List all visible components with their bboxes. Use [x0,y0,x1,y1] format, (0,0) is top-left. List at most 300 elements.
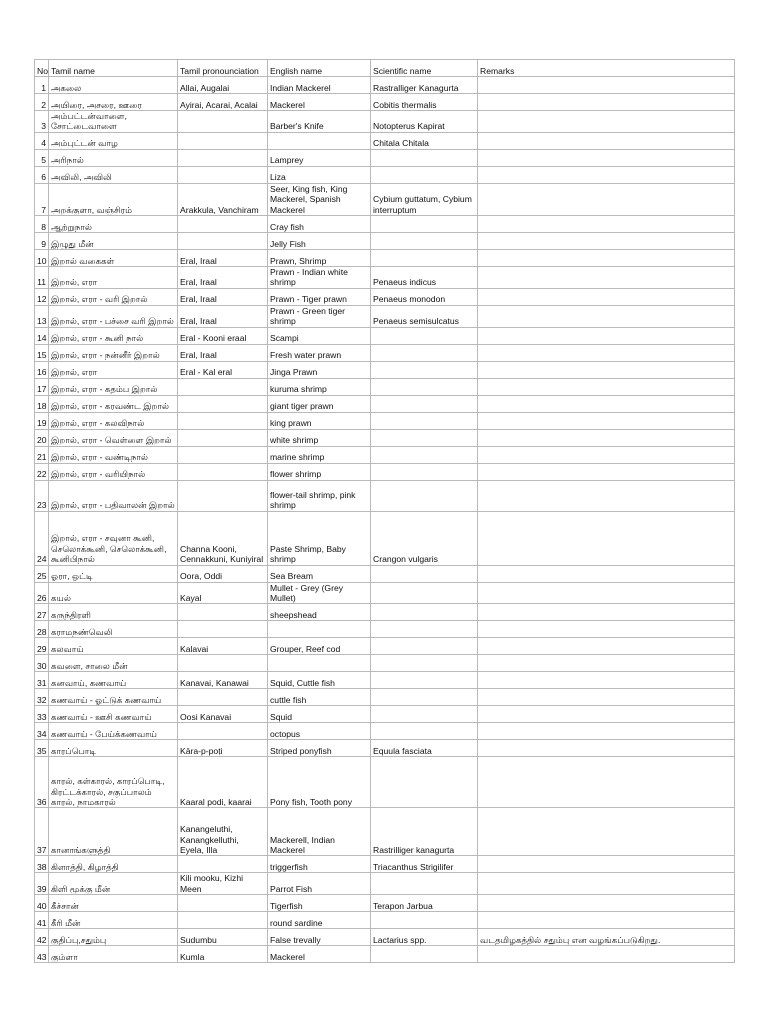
cell-no: 12 [35,288,49,305]
cell-scientific-name [371,638,478,655]
cell-english-name: Mackerel [268,94,371,111]
cell-scientific-name [371,327,478,344]
cell-tamil-name: இறால், எரா - சவுனா கூனி, செலொக்கூனி, செலொக்கூனி, கூனிபிநால் [49,511,178,565]
table-row [35,873,735,895]
cell-scientific-name [371,946,478,963]
cell-english-name: Mackerel [268,946,371,963]
cell-tamil-pronounciation [178,111,268,133]
cell-no: 22 [35,463,49,480]
cell-english-name: Lamprey [268,149,371,166]
cell-remarks [478,873,735,895]
table-row [35,267,735,289]
cell-scientific-name: Notopterus Kapirat [371,111,478,133]
cell-english-name [268,655,371,672]
cell-english-name: Pony fish, Tooth pony [268,757,371,808]
cell-tamil-pronounciation: Arakkula, Vanchiram [178,183,268,215]
cell-remarks [478,149,735,166]
cell-tamil-name: ஓரா, ஒட்டி [49,565,178,582]
cell-remarks [478,111,735,133]
table-row [35,77,735,94]
cell-remarks [478,604,735,621]
cell-english-name: Prawn, Shrimp [268,250,371,267]
cell-scientific-name: Cobitis thermalis [371,94,478,111]
cell-remarks [478,672,735,689]
cell-tamil-pronounciation [178,166,268,183]
cell-tamil-pronounciation: Kaaral podi, kaarai [178,757,268,808]
cell-tamil-name: இறால், எரா [49,361,178,378]
cell-remarks [478,233,735,250]
cell-scientific-name [371,480,478,511]
cell-tamil-name: குதிப்பு,சதும்பு [49,929,178,946]
cell-no: 36 [35,757,49,808]
cell-english-name: Seer, King fish, King Mackerel, Spanish Mackerel [268,183,371,215]
cell-scientific-name [371,757,478,808]
fish-names-table [34,59,735,963]
cell-remarks: வடதமிழகத்தில் சதும்பு என வழங்கப்படுகிறது. [478,929,735,946]
cell-english-name: flower-tail shrimp, pink shrimp [268,480,371,511]
cell-english-name: Squid, Cuttle fish [268,672,371,689]
table-row [35,378,735,395]
cell-remarks [478,166,735,183]
cell-remarks [478,740,735,757]
cell-english-name: marine shrimp [268,446,371,463]
cell-scientific-name: Cybium guttatum, Cybium interruptum [371,183,478,215]
table-row [35,723,735,740]
table-row [35,250,735,267]
cell-english-name: flower shrimp [268,463,371,480]
cell-tamil-pronounciation [178,132,268,149]
cell-english-name: triggerfish [268,856,371,873]
cell-tamil-pronounciation [178,429,268,446]
cell-english-name: Mullet - Grey (Grey Mullet) [268,582,371,604]
table-row [35,216,735,233]
cell-tamil-pronounciation [178,216,268,233]
cell-remarks [478,132,735,149]
cell-remarks [478,480,735,511]
cell-tamil-name: கீச்சான் [49,895,178,912]
table-row [35,233,735,250]
cell-tamil-name: அம்பட்டன்வாளை, சோட்டைவாளை [49,111,178,133]
cell-english-name: Cray fish [268,216,371,233]
cell-scientific-name [371,604,478,621]
cell-no: 24 [35,511,49,565]
cell-no: 41 [35,912,49,929]
cell-tamil-pronounciation [178,395,268,412]
cell-tamil-pronounciation [178,446,268,463]
cell-tamil-pronounciation [178,912,268,929]
cell-scientific-name [371,706,478,723]
cell-tamil-name: இறால், எரா - வரியிநால் [49,463,178,480]
cell-tamil-pronounciation [178,895,268,912]
table-row [35,856,735,873]
cell-english-name: Sea Bream [268,565,371,582]
cell-scientific-name [371,655,478,672]
cell-scientific-name [371,621,478,638]
cell-tamil-pronounciation: Kayal [178,582,268,604]
cell-no: 34 [35,723,49,740]
cell-tamil-pronounciation: Eral - Kooni eraal [178,327,268,344]
cell-scientific-name: Rastralliger Kanagurta [371,77,478,94]
cell-tamil-pronounciation: Channa Kooni, Cennakkuni, Kuniyiral [178,511,268,565]
table-row [35,638,735,655]
cell-tamil-name: இறால், எரா - வெள்ளை இறால் [49,429,178,446]
cell-scientific-name: Rastrilliger kanagurta [371,808,478,856]
cell-remarks [478,305,735,327]
cell-tamil-name: கராமநண்வெலி [49,621,178,638]
cell-tamil-name: இறால், எரா - கூனி நால் [49,327,178,344]
cell-tamil-name: அறக்குளா, வஞ்சிரம் [49,183,178,215]
cell-no: 11 [35,267,49,289]
cell-no: 32 [35,689,49,706]
cell-english-name: Prawn - Tiger prawn [268,288,371,305]
cell-scientific-name [371,361,478,378]
cell-remarks [478,412,735,429]
table-row [35,604,735,621]
cell-no: 43 [35,946,49,963]
table-row [35,305,735,327]
cell-english-name: king prawn [268,412,371,429]
cell-english-name: Barber's Knife [268,111,371,133]
cell-tamil-pronounciation: Kalavai [178,638,268,655]
header-no: No [35,60,49,77]
cell-english-name: Striped ponyfish [268,740,371,757]
cell-no: 2 [35,94,49,111]
cell-tamil-pronounciation: Oora, Oddi [178,565,268,582]
header-scientific-name: Scientific name [371,60,478,77]
cell-tamil-pronounciation [178,856,268,873]
cell-no: 42 [35,929,49,946]
cell-tamil-pronounciation [178,689,268,706]
cell-remarks [478,250,735,267]
cell-no: 4 [35,132,49,149]
cell-no: 17 [35,378,49,395]
cell-tamil-pronounciation [178,233,268,250]
table-row [35,895,735,912]
table-row [35,446,735,463]
cell-scientific-name: Penaeus semisulcatus [371,305,478,327]
cell-tamil-name: காரப்பொடி [49,740,178,757]
cell-english-name: octopus [268,723,371,740]
cell-english-name: kuruma shrimp [268,378,371,395]
table-row [35,395,735,412]
cell-no: 40 [35,895,49,912]
table-row [35,429,735,446]
cell-english-name [268,621,371,638]
cell-scientific-name [371,873,478,895]
table-row [35,327,735,344]
cell-remarks [478,689,735,706]
cell-remarks [478,94,735,111]
cell-no: 1 [35,77,49,94]
cell-remarks [478,946,735,963]
header-remarks: Remarks [478,60,735,77]
cell-tamil-name: கலவாய் [49,638,178,655]
header-tamil-name: Tamil name [49,60,178,77]
cell-no: 5 [35,149,49,166]
cell-tamil-name: கிளி மூக்கு மீன் [49,873,178,895]
cell-english-name: giant tiger prawn [268,395,371,412]
cell-tamil-name: கயல் [49,582,178,604]
cell-tamil-pronounciation: Eral, Iraal [178,250,268,267]
cell-scientific-name: Equula fasciata [371,740,478,757]
cell-remarks [478,808,735,856]
cell-english-name: cuttle fish [268,689,371,706]
cell-tamil-pronounciation [178,621,268,638]
cell-tamil-name: இறால், எரா - வரி இறால் [49,288,178,305]
cell-tamil-pronounciation: Allai, Augalai [178,77,268,94]
cell-tamil-pronounciation: Kāra-p-poṭi [178,740,268,757]
table-row [35,689,735,706]
cell-remarks [478,912,735,929]
table-row [35,166,735,183]
cell-tamil-pronounciation: Kanavai, Kanawai [178,672,268,689]
header-english-name: English name [268,60,371,77]
table-row [35,480,735,511]
cell-tamil-name: கணவாய் - பேய்க்கணவாய் [49,723,178,740]
table-row [35,912,735,929]
cell-scientific-name [371,378,478,395]
cell-tamil-name: இழுது மீன் [49,233,178,250]
cell-tamil-pronounciation [178,604,268,621]
cell-no: 10 [35,250,49,267]
cell-no: 39 [35,873,49,895]
cell-english-name: sheepshead [268,604,371,621]
cell-tamil-name: இறால், எரா - கரவண்ட இறால் [49,395,178,412]
cell-remarks [478,288,735,305]
cell-scientific-name [371,149,478,166]
cell-remarks [478,446,735,463]
cell-tamil-name: ஆற்றுநால் [49,216,178,233]
cell-no: 33 [35,706,49,723]
cell-remarks [478,344,735,361]
cell-tamil-name: இறால், எரா - பதிவாலன் இறால் [49,480,178,511]
cell-english-name [268,132,371,149]
cell-remarks [478,895,735,912]
cell-no: 19 [35,412,49,429]
cell-tamil-name: இறால், எரா - வண்டிநால் [49,446,178,463]
cell-no: 3 [35,111,49,133]
cell-tamil-name: கனவாய், கணவாய் [49,672,178,689]
cell-scientific-name: Penaeus indicus [371,267,478,289]
cell-tamil-name: கும்ளா [49,946,178,963]
cell-remarks [478,723,735,740]
cell-scientific-name [371,582,478,604]
table-row [35,111,735,133]
cell-scientific-name: Penaeus monodon [371,288,478,305]
cell-tamil-name: அம்புட்டன் வாழ [49,132,178,149]
cell-remarks [478,757,735,808]
cell-remarks [478,621,735,638]
cell-english-name: Grouper, Reef cod [268,638,371,655]
cell-scientific-name [371,344,478,361]
table-row [35,655,735,672]
cell-english-name: round sardine [268,912,371,929]
cell-no: 28 [35,621,49,638]
table-row [35,149,735,166]
cell-tamil-name: இறால், எரா - பச்சை வரி இறால் [49,305,178,327]
cell-remarks [478,378,735,395]
cell-english-name: Indian Mackerel [268,77,371,94]
cell-tamil-pronounciation [178,412,268,429]
cell-no: 9 [35,233,49,250]
cell-english-name: white shrimp [268,429,371,446]
cell-remarks [478,856,735,873]
cell-tamil-name: அரிநால் [49,149,178,166]
table-row [35,582,735,604]
cell-tamil-name: இறால், எரா - நன்னீர் இறால் [49,344,178,361]
table-row [35,132,735,149]
cell-tamil-pronounciation: Eral, Iraal [178,288,268,305]
cell-tamil-name: இறால் வகைகள் [49,250,178,267]
cell-no: 16 [35,361,49,378]
cell-scientific-name [371,672,478,689]
cell-tamil-name: கருந்திரளி [49,604,178,621]
cell-tamil-pronounciation: Oosi Kanavai [178,706,268,723]
cell-tamil-name: அயிரை, அசரை, ஊரை [49,94,178,111]
cell-no: 25 [35,565,49,582]
spreadsheet [34,59,735,963]
cell-tamil-pronounciation: Eral, Iraal [178,305,268,327]
cell-tamil-pronounciation: Kili mooku, Kizhi Meen [178,873,268,895]
cell-english-name: False trevally [268,929,371,946]
cell-tamil-name: அகலை [49,77,178,94]
cell-no: 29 [35,638,49,655]
cell-remarks [478,463,735,480]
cell-no: 31 [35,672,49,689]
table-row [35,511,735,565]
cell-remarks [478,706,735,723]
table-row [35,412,735,429]
cell-no: 35 [35,740,49,757]
cell-no: 8 [35,216,49,233]
cell-no: 27 [35,604,49,621]
cell-no: 14 [35,327,49,344]
cell-tamil-name: இறால், எரா - கலவிநால் [49,412,178,429]
cell-remarks [478,511,735,565]
cell-tamil-pronounciation: Kumla [178,946,268,963]
table-row [35,361,735,378]
table-row [35,672,735,689]
cell-tamil-name: கீரி மீன் [49,912,178,929]
cell-tamil-name: இறால், எரா [49,267,178,289]
header-row [35,60,735,77]
cell-english-name: Scampi [268,327,371,344]
cell-english-name: Prawn - Indian white shrimp [268,267,371,289]
cell-no: 26 [35,582,49,604]
cell-english-name: Jelly Fish [268,233,371,250]
table-body [35,77,735,963]
cell-no: 37 [35,808,49,856]
cell-scientific-name [371,250,478,267]
cell-remarks [478,395,735,412]
cell-remarks [478,183,735,215]
cell-remarks [478,327,735,344]
cell-scientific-name [371,689,478,706]
table-row [35,621,735,638]
table-row [35,344,735,361]
cell-scientific-name: Triacanthus Strigilifer [371,856,478,873]
cell-remarks [478,429,735,446]
cell-scientific-name [371,395,478,412]
cell-scientific-name: Lactarius spp. [371,929,478,946]
cell-scientific-name [371,446,478,463]
cell-tamil-name: அவிலி, அவிலி [49,166,178,183]
header-tamil-pronounciation: Tamil pronounciation [178,60,268,77]
cell-remarks [478,565,735,582]
cell-scientific-name [371,233,478,250]
cell-tamil-pronounciation [178,149,268,166]
table-row [35,183,735,215]
cell-tamil-name: கவளை, சாலை மீன் [49,655,178,672]
cell-remarks [478,638,735,655]
cell-remarks [478,216,735,233]
table-row [35,463,735,480]
cell-no: 23 [35,480,49,511]
cell-scientific-name [371,565,478,582]
table-row [35,757,735,808]
cell-scientific-name [371,723,478,740]
cell-scientific-name: Crangon vulgaris [371,511,478,565]
cell-tamil-name: கணவாய் - ஓட்டுக் கணவாய் [49,689,178,706]
cell-remarks [478,655,735,672]
cell-remarks [478,361,735,378]
cell-english-name: Parrot Fish [268,873,371,895]
cell-no: 30 [35,655,49,672]
cell-tamil-pronounciation: Eral, Iraal [178,344,268,361]
table-row [35,565,735,582]
cell-tamil-pronounciation [178,723,268,740]
cell-tamil-name: இறால், எரா - கதம்ப இறால் [49,378,178,395]
cell-scientific-name: Chitala Chitala [371,132,478,149]
cell-tamil-name: கிளாத்தி, கிழாத்தி [49,856,178,873]
cell-english-name: Prawn - Green tiger shrimp [268,305,371,327]
cell-tamil-name: கணவாய் - ஊசி கணவாய் [49,706,178,723]
cell-no: 13 [35,305,49,327]
cell-tamil-pronounciation [178,378,268,395]
cell-no: 20 [35,429,49,446]
cell-remarks [478,582,735,604]
cell-scientific-name [371,412,478,429]
table-row [35,288,735,305]
cell-tamil-pronounciation [178,463,268,480]
cell-tamil-pronounciation: Eral, Iraal [178,267,268,289]
cell-english-name: Fresh water prawn [268,344,371,361]
cell-tamil-pronounciation [178,655,268,672]
cell-scientific-name [371,429,478,446]
table-row [35,94,735,111]
cell-scientific-name [371,216,478,233]
cell-tamil-pronounciation: Sudumbu [178,929,268,946]
table-row [35,808,735,856]
cell-scientific-name [371,912,478,929]
cell-tamil-name: காரல், கள்காரல், காரப்பொடி, கிரட்டக்காரல், சகுப்பாலம் காரல், நாமகாரல் [49,757,178,808]
cell-remarks [478,267,735,289]
cell-no: 7 [35,183,49,215]
table-row [35,929,735,946]
cell-english-name: Jinga Prawn [268,361,371,378]
cell-tamil-pronounciation: Kanangeluthi, Kanangkelluthi, Eyela, Illa [178,808,268,856]
cell-no: 38 [35,856,49,873]
cell-english-name: Squid [268,706,371,723]
cell-tamil-pronounciation: Ayirai, Acarai, Acalai [178,94,268,111]
cell-english-name: Liza [268,166,371,183]
cell-no: 15 [35,344,49,361]
table-row [35,740,735,757]
cell-scientific-name: Terapon Jarbua [371,895,478,912]
cell-english-name: Mackerell, Indian Mackerel [268,808,371,856]
cell-scientific-name [371,463,478,480]
cell-no: 21 [35,446,49,463]
